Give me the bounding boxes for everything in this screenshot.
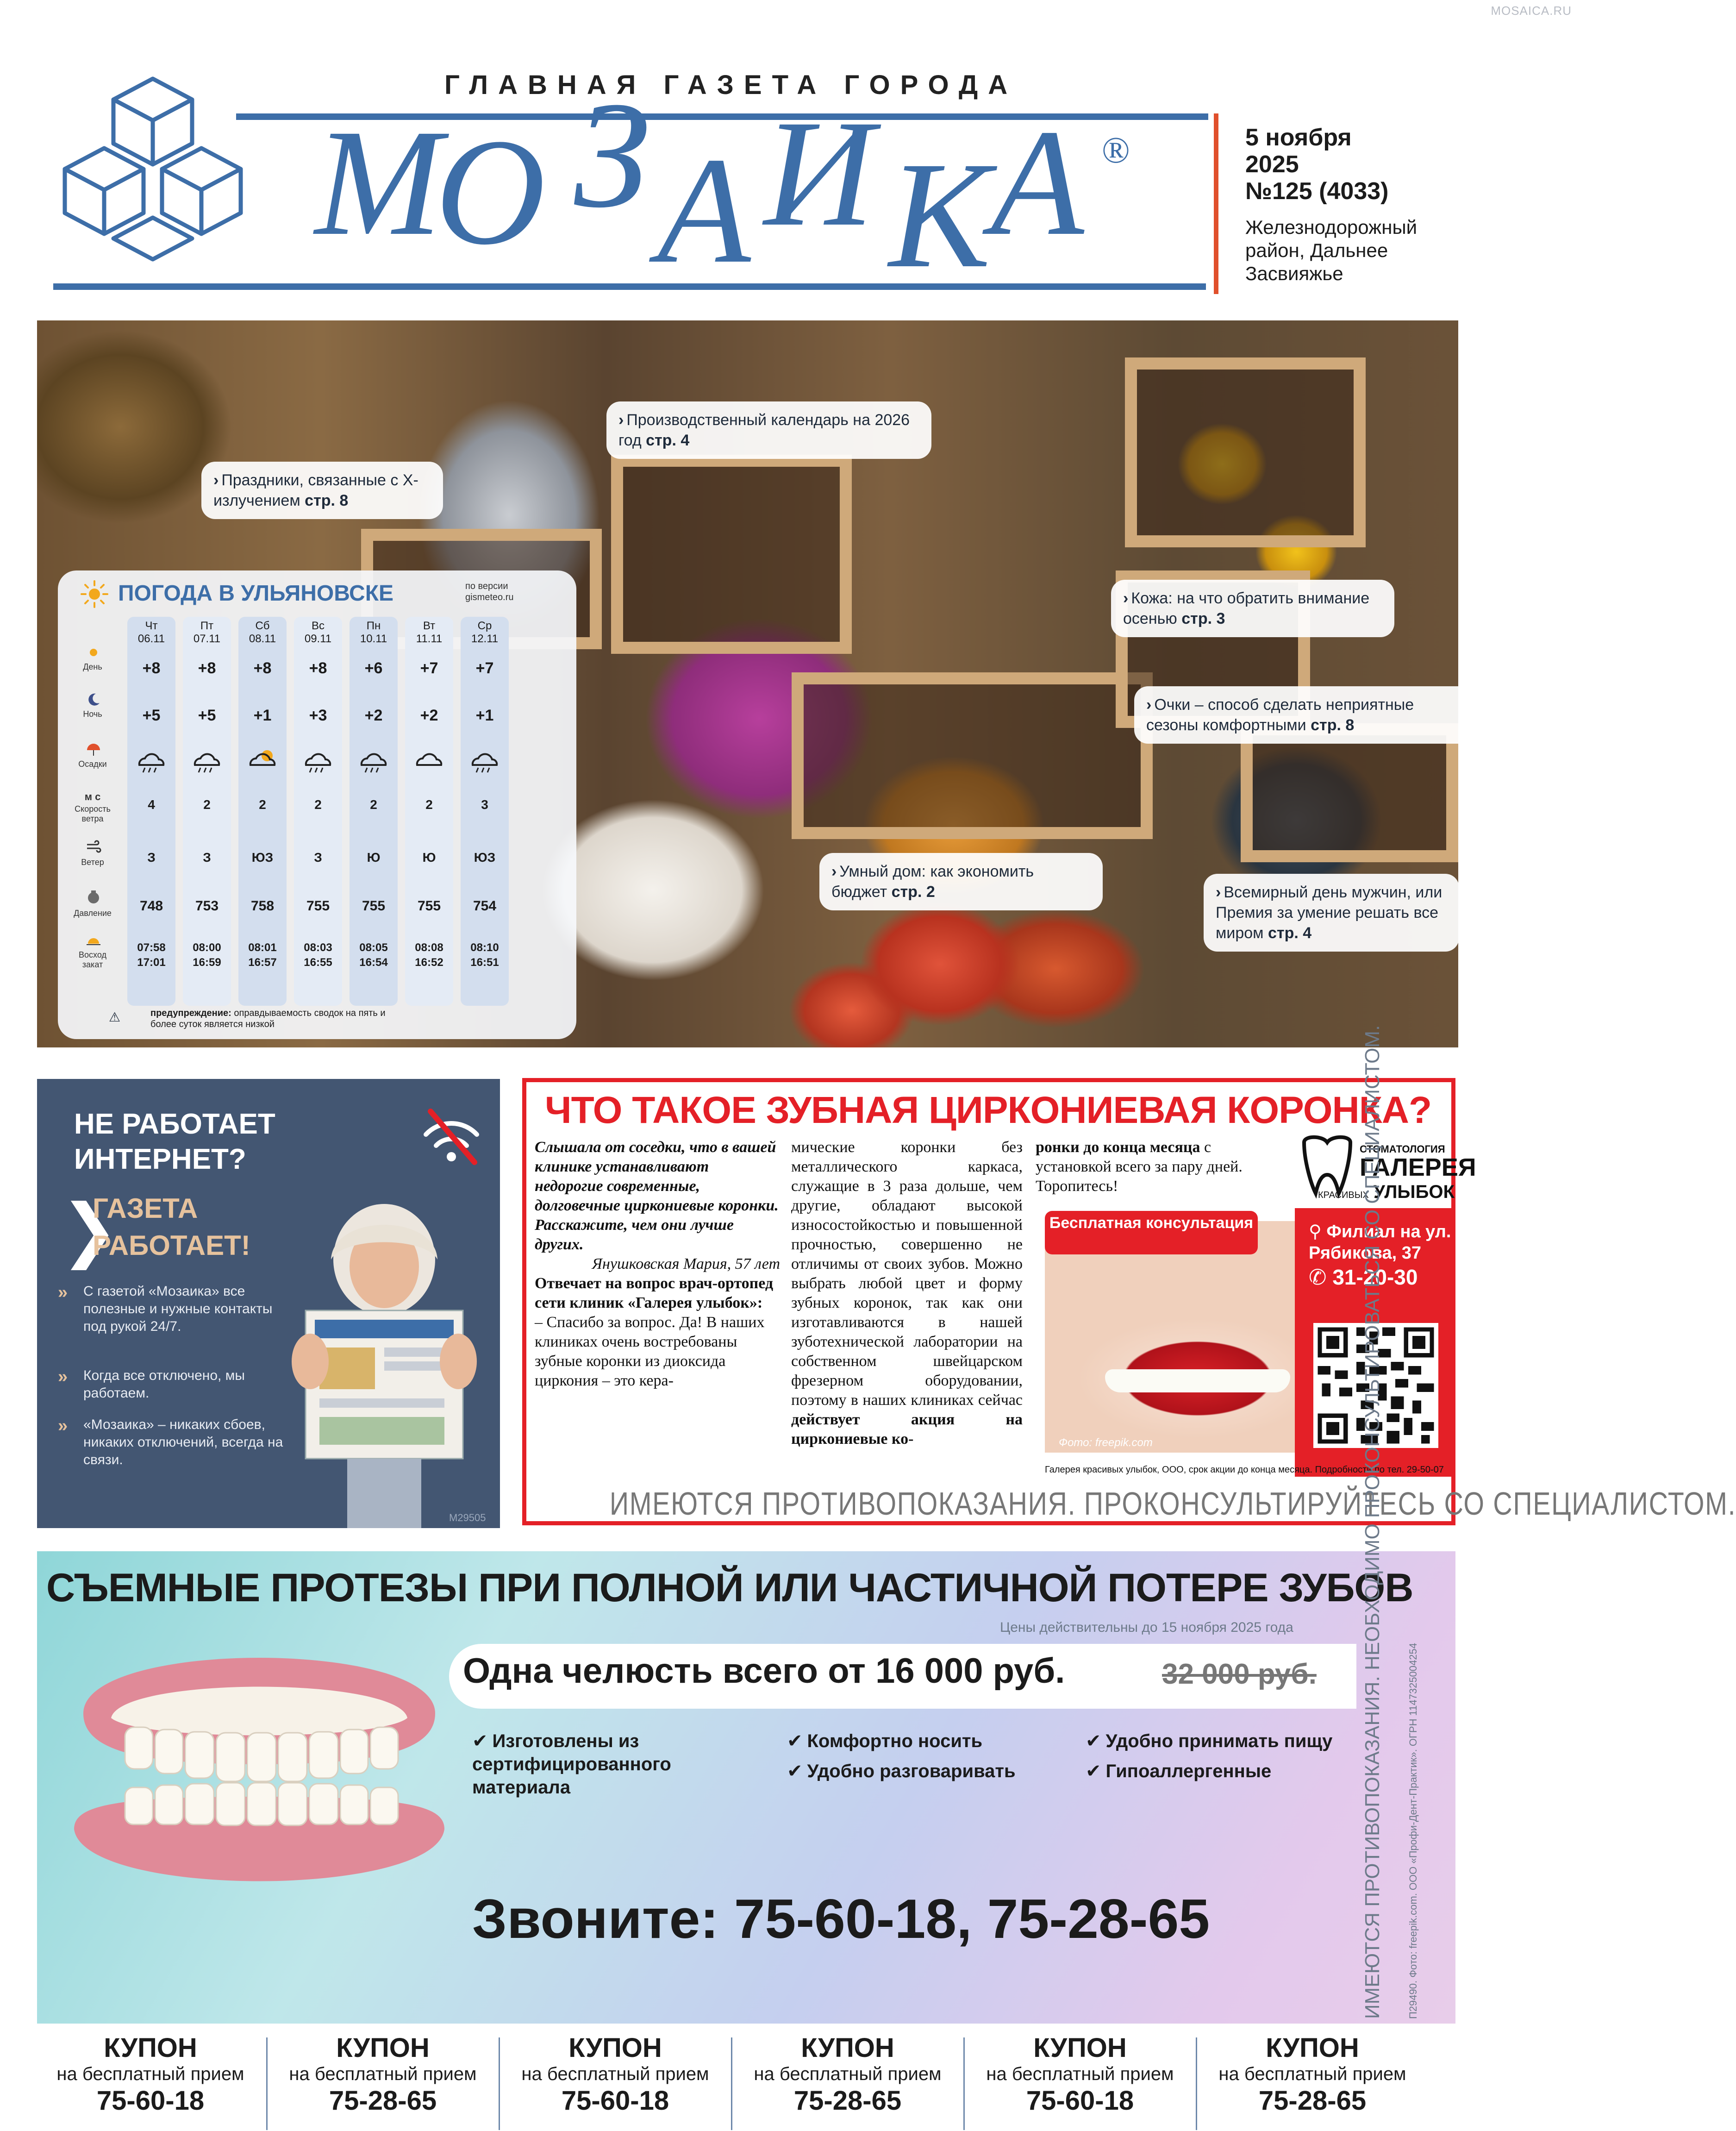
wind-direction: З bbox=[203, 850, 211, 865]
check-icon: ✔ bbox=[787, 1731, 803, 1751]
wind-speed: 2 bbox=[425, 797, 433, 812]
sunrise-time: 07:58 bbox=[137, 941, 166, 954]
wind-direction: З bbox=[314, 850, 322, 865]
double-chevron-icon: » bbox=[58, 1367, 68, 1386]
branch-address: ⚲ Филиал на ул. Рябикова, 37 bbox=[1309, 1222, 1451, 1263]
dentures-title: СЪЕМНЫЕ ПРОТЕЗЫ ПРИ ПОЛНОЙ ИЛИ ЧАСТИЧНОЙ ПОТЕРЕ ЗУБОВ bbox=[46, 1566, 1413, 1610]
weather-date: 11.11 bbox=[416, 633, 443, 645]
callout-x-ray-holidays[interactable]: › Праздники, связанные с X-излучением стр. 8 bbox=[201, 462, 443, 519]
label-sun: Восход закат bbox=[79, 950, 106, 969]
coupon-title: КУПОН bbox=[1266, 2033, 1359, 2063]
check-icon: ✔ bbox=[472, 1731, 488, 1751]
logo-text-name: ГАЛЕРЕЯ bbox=[1360, 1153, 1476, 1181]
dentures-phone[interactable]: Звоните: 75-60-18, 75-28-65 bbox=[472, 1888, 1210, 1950]
label-wind: Ветер bbox=[81, 858, 104, 867]
weather-date: 09.11 bbox=[304, 633, 332, 645]
temp-night: +1 bbox=[475, 707, 494, 724]
cloud-icon bbox=[411, 746, 448, 774]
callout-mens-day[interactable]: › Всемирный день мужчин, или Премия за умение решать все миром стр. 4 bbox=[1204, 874, 1459, 952]
coupon-divider bbox=[731, 2037, 732, 2130]
dentures-legal: П29490. Фото: freepik.com. ООО «Профи-Дент-Практик». ОГРН 1147325004254 bbox=[1407, 1642, 1419, 2019]
label-pressure: Давление bbox=[74, 909, 112, 918]
coupon-divider bbox=[1196, 2037, 1197, 2130]
masthead-rule-bottom bbox=[53, 283, 1206, 290]
rain-cloud-icon bbox=[466, 746, 503, 774]
date-divider bbox=[1214, 113, 1218, 294]
logo-text-top: СТОМАТОЛОГИЯ bbox=[1360, 1143, 1445, 1155]
weather-warning: предупреждение: оправдываемость сводок на пять и более суток является низкой bbox=[150, 1008, 386, 1029]
inet-subhead: ГАЗЕТА РАБОТАЕТ! bbox=[93, 1193, 250, 1261]
sunset-time: 16:59 bbox=[193, 956, 221, 969]
site-mark: MOSAICA.RU bbox=[1491, 4, 1572, 18]
check-icon: ✔ bbox=[787, 1761, 803, 1781]
check-icon: ✔ bbox=[1086, 1731, 1101, 1751]
feature-item: ✔ Комфортно носить bbox=[787, 1731, 983, 1751]
coupon-divider bbox=[499, 2037, 500, 2130]
logo-letter: А bbox=[991, 98, 1084, 267]
label-precip: Осадки bbox=[78, 759, 107, 769]
weather-dow: Ср bbox=[477, 620, 492, 632]
coupon-subtitle: на бесплатный прием bbox=[1218, 2064, 1406, 2084]
chevron-right-icon: ❯ bbox=[60, 1191, 119, 1268]
weather-dow: Пт bbox=[200, 620, 214, 632]
price-main: Одна челюсть всего от 16 000 руб. bbox=[463, 1651, 1065, 1691]
sunrise-time: 08:03 bbox=[304, 941, 332, 954]
logo-letter: О bbox=[435, 107, 546, 276]
temp-night: +3 bbox=[309, 707, 327, 724]
crown-column-2: мические коронки без металлического каркаса, служащие в 3 раза дольше, чем другие, обладают высокой износостойкостью и повышенной прочностью, совершенно не отличимы от своих зубов. Можно выбрать любой цвет и форму зубных коронок, так как они изготавливаются в нашей зуботехнической лаборатории на собственном швейцарском фрезерном оборудовании, поэтому в наших клиниках сейчас действует акция на циркониевые ко- bbox=[791, 1139, 1023, 1448]
coupon-subtitle: на бесплатный прием bbox=[289, 2064, 477, 2084]
warning-icon: ⚠ bbox=[109, 1010, 121, 1024]
coupon[interactable] bbox=[504, 2029, 726, 2131]
pressure-value: 755 bbox=[362, 898, 386, 914]
free-consultation-badge: Бесплатная консультация bbox=[1045, 1211, 1258, 1254]
rain-cloud-icon bbox=[188, 746, 225, 774]
zirconia-crown-ad bbox=[522, 1078, 1736, 1525]
woman-reading-newspaper-image bbox=[269, 1185, 500, 1528]
coupon-subtitle: на бесплатный прием bbox=[56, 2064, 244, 2084]
dentures-vertical-disclaimer bbox=[1361, 1556, 1384, 2019]
wind-speed: 4 bbox=[148, 797, 155, 812]
tagline: ГЛАВНАЯ ГАЗЕТА ГОРОДА bbox=[444, 70, 1018, 100]
logo-cubes-icon bbox=[53, 74, 252, 269]
weather-dow: Чт bbox=[145, 620, 158, 632]
label-night: Ночь bbox=[83, 709, 102, 719]
pressure-value: 755 bbox=[417, 898, 441, 914]
coupon[interactable] bbox=[272, 2029, 494, 2131]
temp-day: +7 bbox=[475, 659, 494, 677]
coupon-phone: 75-28-65 bbox=[793, 2086, 902, 2116]
barometer-icon bbox=[86, 889, 101, 905]
wind-direction: Ю bbox=[422, 850, 436, 865]
inet-item: С газетой «Мозаика» все полезные и нужные контакты под рукой 24/7. bbox=[83, 1284, 273, 1334]
logo-letter: З bbox=[574, 70, 650, 239]
sunrise-icon bbox=[86, 932, 101, 947]
logo-letter: И bbox=[764, 89, 874, 258]
coupon-phone: 75-60-18 bbox=[561, 2086, 669, 2116]
weather-panel bbox=[58, 570, 576, 1039]
coupon-divider bbox=[963, 2037, 965, 2130]
temp-day: +6 bbox=[364, 659, 383, 677]
wind-direction: З bbox=[147, 850, 156, 865]
logo-letter: М bbox=[315, 98, 442, 267]
registered-mark: ® bbox=[1102, 130, 1130, 171]
branch-phone[interactable]: ✆ 31-20-30 bbox=[1309, 1265, 1418, 1289]
inet-headline: НЕ РАБОТАЕТ ИНТЕРНЕТ? bbox=[74, 1108, 275, 1175]
wind-speed: 2 bbox=[314, 797, 322, 812]
inet-item: Когда все отключено, мы работаем. bbox=[83, 1368, 245, 1401]
coupon-subtitle: на бесплатный прием bbox=[754, 2064, 942, 2084]
wind-speed: 3 bbox=[481, 797, 488, 812]
feature-item: ✔ Удобно принимать пищу bbox=[1086, 1731, 1333, 1751]
weather-title: ПОГОДА В УЛЬЯНОВСКЕ bbox=[118, 581, 394, 606]
sunrise-time: 08:08 bbox=[415, 941, 443, 954]
branch-info bbox=[1309, 1221, 1461, 1288]
pressure-value: 755 bbox=[306, 898, 330, 914]
feature-item: ✔ Изготовлены из сертифицированного материала bbox=[472, 1731, 671, 1798]
temp-day: +8 bbox=[309, 659, 327, 677]
check-icon: ✔ bbox=[1086, 1761, 1101, 1781]
coupon-divider bbox=[266, 2037, 268, 2130]
coupon[interactable] bbox=[969, 2029, 1191, 2131]
weather-date: 06.11 bbox=[137, 633, 165, 645]
coupon[interactable] bbox=[1201, 2029, 1424, 2131]
crown-column-3: ронки до конца месяца с установкой всего за пару дней. Торопитесь! bbox=[1036, 1139, 1243, 1195]
coupon[interactable] bbox=[39, 2029, 262, 2131]
pressure-value: 754 bbox=[473, 898, 497, 914]
sun-icon bbox=[86, 645, 101, 660]
sunrise-time: 08:00 bbox=[193, 941, 221, 954]
inet-item: «Мозаика» – никаких сбоев, никаких отключений, всегда на связи. bbox=[83, 1417, 283, 1467]
double-chevron-icon: » bbox=[58, 1283, 68, 1302]
weather-date: 07.11 bbox=[193, 633, 221, 645]
logo-text-small: КРАСИВЫХ bbox=[1318, 1190, 1369, 1200]
feature-item: ✔ Гипоаллергенные bbox=[1086, 1761, 1272, 1781]
coupon-subtitle: на бесплатный прием bbox=[521, 2064, 709, 2084]
masthead bbox=[0, 0, 1580, 315]
weather-dow: Вт bbox=[423, 620, 436, 632]
sunset-time: 16:51 bbox=[470, 956, 499, 969]
wind-direction: ЮЗ bbox=[474, 850, 496, 865]
label-wind-speed: Скорость ветра bbox=[75, 804, 111, 823]
sun-icon bbox=[80, 580, 109, 608]
weather-dow: Вс bbox=[311, 620, 325, 632]
teeth-shape bbox=[1105, 1369, 1290, 1392]
coupon[interactable] bbox=[737, 2029, 959, 2131]
weather-dow: Пн bbox=[366, 620, 381, 632]
coupon-phone: 75-28-65 bbox=[329, 2086, 437, 2116]
photo-credit: Фото: freepik.com bbox=[1059, 1436, 1153, 1449]
callout-glasses[interactable]: › Очки – способ сделать неприятные сезоны комфортными стр. 8 bbox=[1134, 686, 1482, 744]
sunset-time: 16:55 bbox=[304, 956, 332, 969]
crown-disclaimer: ИМЕЮТСЯ ПРОТИВОПОКАЗАНИЯ. ПРОКОНСУЛЬТИРУЙТЕСЬ СО СПЕЦИАЛИСТОМ. bbox=[609, 1485, 1736, 1522]
coupon-title: КУПОН bbox=[801, 2033, 894, 2063]
rain-cloud-icon bbox=[133, 746, 170, 774]
crown-column-1: Слышала от соседки, что в вашей клинике устанавливают недорогие современные, долговечные циркониевые коронки. Расскажите, чем они лучше других. Янушковская Мария, 57 лет Отвечает на вопрос врач-ортопед сети клиник «Галерея улыбок»: – Спасибо за вопрос. Да! В наших клиниках очень востребованы зубные коронки из диоксида циркония – это кера- bbox=[535, 1139, 780, 1389]
label-day: День bbox=[83, 662, 102, 671]
temp-day: +8 bbox=[253, 659, 272, 677]
sunset-time: 16:52 bbox=[415, 956, 443, 969]
weather-date: 10.11 bbox=[360, 633, 387, 645]
issue-number: №125 (4033) bbox=[1245, 178, 1389, 205]
wind-direction: ЮЗ bbox=[251, 850, 274, 865]
coupon-subtitle: на бесплатный прием bbox=[986, 2064, 1174, 2084]
sunrise-time: 08:10 bbox=[470, 941, 499, 954]
label-wind-unit: м с bbox=[84, 791, 101, 802]
price-old: 32 000 руб. bbox=[1162, 1658, 1317, 1690]
pressure-value: 748 bbox=[139, 898, 163, 914]
wind-direction: Ю bbox=[367, 850, 381, 865]
crown-fine-print: Галерея красивых улыбок, ООО, срок акции до конца месяца. Подробности по тел. 29-50-07 bbox=[1045, 1465, 1444, 1475]
wind-icon bbox=[86, 839, 101, 855]
temp-night: +2 bbox=[420, 707, 438, 724]
logo-letter: К bbox=[889, 131, 991, 300]
coupon-phone: 75-60-18 bbox=[1026, 2086, 1134, 2116]
moon-icon bbox=[86, 692, 101, 708]
pressure-value: 758 bbox=[250, 898, 275, 914]
weather-date: 08.11 bbox=[249, 633, 276, 645]
ad-code: М29505 bbox=[449, 1512, 486, 1523]
temp-day: +8 bbox=[142, 659, 161, 677]
pressure-value: 753 bbox=[195, 898, 219, 914]
umbrella-icon bbox=[86, 742, 101, 758]
sunset-time: 16:54 bbox=[359, 956, 388, 969]
wind-speed: 2 bbox=[203, 797, 211, 812]
callout-calendar-2026[interactable]: › Производственный календарь на 2026 год стр. 4 bbox=[606, 401, 931, 459]
sunset-time: 16:57 bbox=[248, 956, 277, 969]
location-pin-icon: ⚲ bbox=[1309, 1222, 1327, 1241]
weather-source: по версии gismeteo.ru bbox=[465, 581, 514, 602]
temp-night: +5 bbox=[198, 707, 216, 724]
temp-night: +5 bbox=[142, 707, 161, 724]
callout-skin-care[interactable]: › Кожа: на что обратить внимание осенью стр. 3 bbox=[1111, 580, 1394, 637]
sun-cloud-icon bbox=[244, 746, 281, 774]
temp-night: +2 bbox=[364, 707, 383, 724]
dentures-ad bbox=[37, 1551, 1455, 2024]
coupon-title: КУПОН bbox=[1033, 2033, 1127, 2063]
wifi-off-icon bbox=[417, 1107, 486, 1167]
issue-info bbox=[1245, 124, 1440, 205]
wind-speed: 2 bbox=[259, 797, 266, 812]
coupon-phone: 75-28-65 bbox=[1258, 2086, 1367, 2116]
wind-speed: 2 bbox=[370, 797, 377, 812]
issue-region: Железнодорожный район, Дальнее Засвияжье bbox=[1245, 216, 1418, 284]
logo-letter: А bbox=[657, 126, 751, 295]
sunrise-time: 08:05 bbox=[359, 941, 388, 954]
coupon-title: КУПОН bbox=[568, 2033, 662, 2063]
issue-year: 2025 bbox=[1245, 151, 1299, 178]
phone-icon: ✆ bbox=[1309, 1265, 1333, 1289]
double-chevron-icon: » bbox=[58, 1416, 68, 1435]
temp-day: +8 bbox=[198, 659, 216, 677]
rain-cloud-icon bbox=[300, 746, 337, 774]
denture-image bbox=[56, 1611, 463, 1917]
price-validity: Цены действительны до 15 ноября 2025 года bbox=[1000, 1620, 1293, 1635]
coupon-title: КУПОН bbox=[336, 2033, 430, 2063]
logo-text-sub: УЛЫБОК bbox=[1374, 1182, 1455, 1202]
issue-date: 5 ноября bbox=[1245, 124, 1352, 151]
weather-dow: Сб bbox=[255, 620, 270, 632]
coupon-title: КУПОН bbox=[104, 2033, 197, 2063]
callout-smart-home[interactable]: › Умный дом: как экономить бюджет стр. 2 bbox=[819, 853, 1103, 910]
sunrise-time: 08:01 bbox=[248, 941, 277, 954]
feature-item: ✔ Удобно разговаривать bbox=[787, 1761, 1016, 1781]
sunset-time: 17:01 bbox=[137, 956, 166, 969]
hero-photo bbox=[37, 320, 1458, 1047]
coupon-phone: 75-60-18 bbox=[96, 2086, 205, 2116]
temp-night: +1 bbox=[253, 707, 272, 724]
internet-promo bbox=[37, 1079, 500, 1528]
crown-title: ЧТО ТАКОЕ ЗУБНАЯ ЦИРКОНИЕВАЯ КОРОНКА? bbox=[545, 1089, 1432, 1131]
temp-day: +7 bbox=[420, 659, 438, 677]
weather-date: 12.11 bbox=[471, 633, 499, 645]
rain-cloud-icon bbox=[355, 746, 392, 774]
